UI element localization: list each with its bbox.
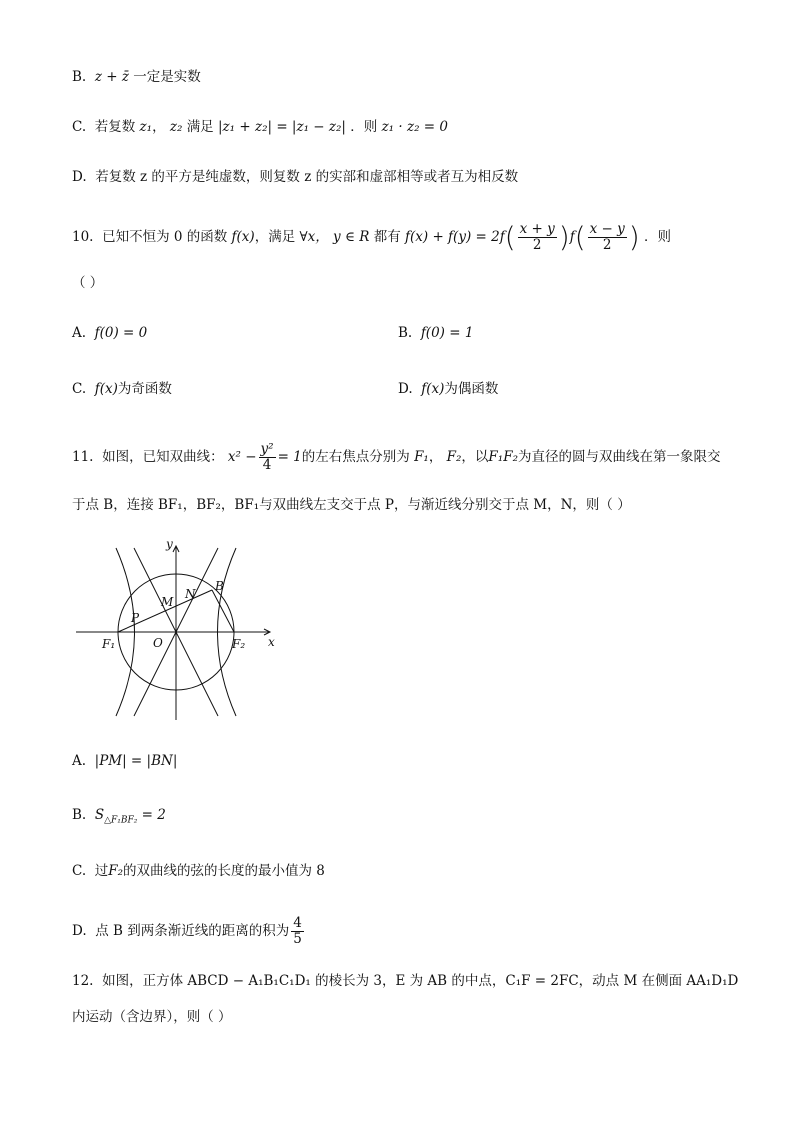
- label-O: O: [153, 636, 163, 650]
- q9-c-conclusion: z₁ · z₂ = 0: [381, 119, 448, 135]
- hyperbola-figure: [72, 536, 282, 724]
- q11-option-c: C. 过F₂的双曲线的弦的长度的最小值为 8: [72, 863, 325, 879]
- fraction-x-plus-y: $\frac{x + y}{2}$: [519, 221, 555, 253]
- label-F1: F₁: [102, 637, 116, 651]
- q10-option-d: D. f(x)为偶函数: [398, 381, 499, 397]
- label-P: P: [131, 611, 140, 625]
- label-y: y: [166, 537, 173, 551]
- segment-bf2: [212, 590, 234, 632]
- q12-stem-line2: 内运动（含边界），则（ ）: [72, 1009, 232, 1025]
- fraction-x-minus-y: $\frac{x - y}{2}$: [589, 221, 625, 253]
- q9-c-condition: |z₁ + z₂| = |z₁ − z₂|: [217, 119, 346, 135]
- label-B: B: [215, 579, 224, 593]
- q9-option-b: B. z + z̄ 一定是实数: [72, 69, 201, 85]
- q10-option-c: C. f(x)为奇函数: [72, 381, 172, 397]
- label-N: N: [185, 587, 196, 601]
- q11-stem-line1: 11. 如图，已知双曲线： x² − $\frac{\text{y²}}{4}$ = 1的左右焦点分别为 F₁， F₂，以F₁F₂为直径的圆与双曲线在第一象限交: [72, 441, 721, 473]
- q12-stem-line1: 12. 如图，正方体 ABCD − A₁B₁C₁D₁ 的棱长为 3，E 为 AB 的中点，C₁F = 2FC，动点 M 在侧面 AA₁D₁D: [72, 973, 739, 989]
- label-F2: F₂: [232, 637, 246, 651]
- fraction-4-over-5: $\frac{4}{5}$: [293, 915, 302, 947]
- q9-b-expr: z + z̄: [94, 69, 129, 85]
- q10-answer-paren: （ ）: [72, 275, 104, 291]
- fraction-y2-over-4: $\frac{\text{y²}}{4}$: [260, 441, 274, 473]
- q9-option-c: C. 若复数 z₁， z₂ 满足 |z₁ + z₂| = |z₁ − z₂| ．则 z₁ · z₂ = 0: [72, 119, 448, 135]
- q11-option-a: A. |PM| = |BN|: [72, 753, 178, 769]
- q10-stem: 10. 已知不恒为 0 的函数 f(x)，满足 ∀x， y ∈ R 都有 f(x) + f(y) = 2f( $\frac{x + y}{2}$ )f( $\frac{x - y}{2}$ ) ．则: [72, 220, 672, 254]
- label-x: x: [268, 635, 275, 649]
- q11-option-b: B. $S_{\triangle F_1BF_2} = 2$: [72, 807, 166, 826]
- q11-option-d: D. 点 B 到两条渐近线的距离的积为 $\frac{4}{5}$: [72, 915, 302, 947]
- q11-stem-line2: 于点 B，连接 BF₁，BF₂，BF₁与双曲线左支交于点 P，与渐近线分别交于点 M，N，则（ ）: [72, 497, 631, 513]
- label-M: M: [161, 595, 174, 609]
- q9-option-d: D. 若复数 z 的平方是纯虚数，则复数 z 的实部和虚部相等或者互为相反数: [72, 169, 519, 185]
- q10-option-a: A. f(0) = 0: [72, 325, 148, 341]
- q10-option-b: B. f(0) = 1: [398, 325, 474, 341]
